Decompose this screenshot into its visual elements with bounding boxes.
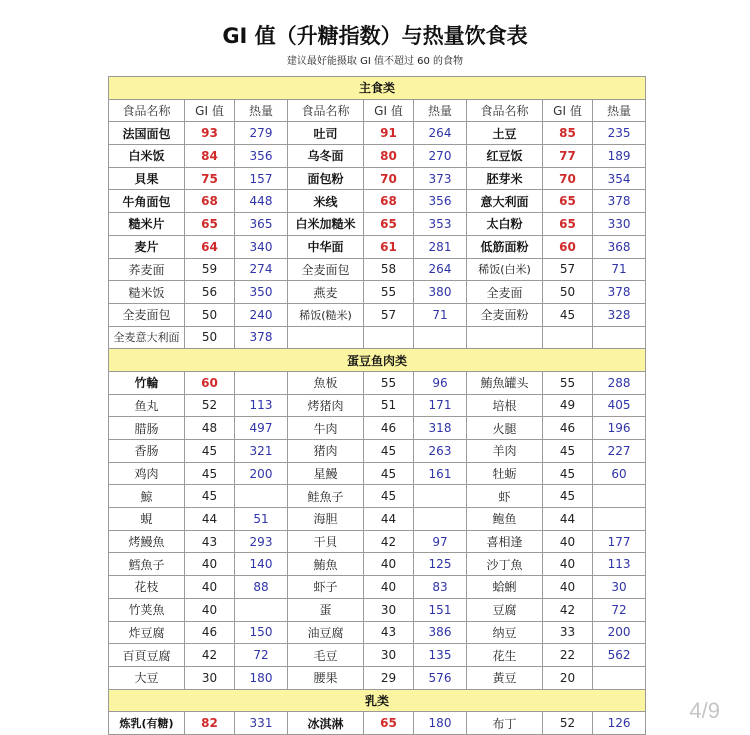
table-row bbox=[109, 712, 646, 735]
food-name: 猪肉 bbox=[288, 440, 364, 463]
calorie-value: 72 bbox=[593, 598, 646, 621]
table-row bbox=[109, 213, 646, 236]
calorie-value: 281 bbox=[414, 235, 467, 258]
gi-value: 56 bbox=[185, 281, 235, 304]
calorie-value: 321 bbox=[235, 440, 288, 463]
calorie-value: 196 bbox=[593, 417, 646, 440]
food-name: 腰果 bbox=[288, 666, 364, 689]
food-name: 培根 bbox=[467, 394, 543, 417]
gi-value: 68 bbox=[185, 190, 235, 213]
food-name: 米线 bbox=[288, 190, 364, 213]
column-header-calories: 热量 bbox=[593, 99, 646, 122]
gi-value: 68 bbox=[364, 190, 414, 213]
calorie-value: 51 bbox=[235, 508, 288, 531]
gi-value: 46 bbox=[364, 417, 414, 440]
gi-value bbox=[543, 326, 593, 349]
food-name: 牡蛎 bbox=[467, 462, 543, 485]
food-name: 沙丁魚 bbox=[467, 553, 543, 576]
calorie-value bbox=[593, 326, 646, 349]
gi-value: 45 bbox=[543, 485, 593, 508]
calorie-value: 60 bbox=[593, 462, 646, 485]
gi-value: 40 bbox=[543, 576, 593, 599]
gi-value: 65 bbox=[543, 213, 593, 236]
gi-value: 20 bbox=[543, 666, 593, 689]
calorie-value: 227 bbox=[593, 440, 646, 463]
calorie-value: 189 bbox=[593, 145, 646, 168]
gi-value: 40 bbox=[185, 553, 235, 576]
calorie-value: 378 bbox=[235, 326, 288, 349]
calorie-value: 161 bbox=[414, 462, 467, 485]
food-name: 全麦面粉 bbox=[467, 303, 543, 326]
food-name: 鱼丸 bbox=[109, 394, 185, 417]
calorie-value: 126 bbox=[593, 712, 646, 735]
gi-value: 52 bbox=[543, 712, 593, 735]
food-name: 白米饭 bbox=[109, 145, 185, 168]
food-name: 胚芽米 bbox=[467, 167, 543, 190]
calorie-value: 448 bbox=[235, 190, 288, 213]
gi-value: 45 bbox=[543, 462, 593, 485]
calorie-value: 113 bbox=[593, 553, 646, 576]
food-name: 花枝 bbox=[109, 576, 185, 599]
food-name: 布丁 bbox=[467, 712, 543, 735]
column-header-gi: GI 值 bbox=[364, 99, 414, 122]
calorie-value: 365 bbox=[235, 213, 288, 236]
calorie-value: 72 bbox=[235, 644, 288, 667]
calorie-value: 88 bbox=[235, 576, 288, 599]
table-row bbox=[109, 303, 646, 326]
gi-value: 40 bbox=[364, 553, 414, 576]
section-header-row bbox=[109, 77, 646, 100]
food-name: 鲍鱼 bbox=[467, 508, 543, 531]
food-name: 鸡肉 bbox=[109, 462, 185, 485]
gi-value: 45 bbox=[185, 462, 235, 485]
calorie-value bbox=[235, 485, 288, 508]
calorie-value: 200 bbox=[593, 621, 646, 644]
food-name: 鮪魚 bbox=[288, 553, 364, 576]
food-name: 豆腐 bbox=[467, 598, 543, 621]
gi-value: 29 bbox=[364, 666, 414, 689]
calorie-value bbox=[593, 666, 646, 689]
gi-value: 45 bbox=[185, 485, 235, 508]
gi-value: 49 bbox=[543, 394, 593, 417]
section-title: 乳类 bbox=[109, 689, 646, 712]
food-name: 稀饭(糙米) bbox=[288, 303, 364, 326]
calorie-value: 97 bbox=[414, 530, 467, 553]
food-name: 花生 bbox=[467, 644, 543, 667]
table-row bbox=[109, 122, 646, 145]
table-row bbox=[109, 644, 646, 667]
gi-value: 77 bbox=[543, 145, 593, 168]
gi-value: 46 bbox=[185, 621, 235, 644]
gi-value: 48 bbox=[185, 417, 235, 440]
gi-value: 52 bbox=[185, 394, 235, 417]
food-name: 烤猪肉 bbox=[288, 394, 364, 417]
table-row bbox=[109, 485, 646, 508]
food-name: 香肠 bbox=[109, 440, 185, 463]
calorie-value: 71 bbox=[593, 258, 646, 281]
calorie-value: 274 bbox=[235, 258, 288, 281]
gi-value: 30 bbox=[185, 666, 235, 689]
gi-value: 42 bbox=[543, 598, 593, 621]
food-name: 低筋面粉 bbox=[467, 235, 543, 258]
gi-value bbox=[364, 326, 414, 349]
calorie-value: 386 bbox=[414, 621, 467, 644]
calorie-value: 576 bbox=[414, 666, 467, 689]
gi-value: 70 bbox=[364, 167, 414, 190]
gi-value: 64 bbox=[185, 235, 235, 258]
food-name: 貝果 bbox=[109, 167, 185, 190]
column-header-name: 食品名称 bbox=[109, 99, 185, 122]
gi-value: 43 bbox=[185, 530, 235, 553]
gi-value: 59 bbox=[185, 258, 235, 281]
calorie-value: 331 bbox=[235, 712, 288, 735]
food-name: 烤鰻魚 bbox=[109, 530, 185, 553]
calorie-value: 270 bbox=[414, 145, 467, 168]
column-header-gi: GI 值 bbox=[543, 99, 593, 122]
calorie-value: 96 bbox=[414, 371, 467, 394]
calorie-value bbox=[593, 508, 646, 531]
calorie-value: 354 bbox=[593, 167, 646, 190]
food-name: 纳豆 bbox=[467, 621, 543, 644]
calorie-value: 350 bbox=[235, 281, 288, 304]
section-title: 主食类 bbox=[109, 77, 646, 100]
section-title: 蛋豆鱼肉类 bbox=[109, 349, 646, 372]
gi-value: 42 bbox=[364, 530, 414, 553]
food-name: 全麦面包 bbox=[288, 258, 364, 281]
food-name: 羊肉 bbox=[467, 440, 543, 463]
table-row bbox=[109, 621, 646, 644]
gi-value: 82 bbox=[185, 712, 235, 735]
food-name: 竹荚魚 bbox=[109, 598, 185, 621]
food-name: 黃豆 bbox=[467, 666, 543, 689]
calorie-value: 378 bbox=[593, 281, 646, 304]
table-row bbox=[109, 167, 646, 190]
calorie-value: 288 bbox=[593, 371, 646, 394]
food-name: 糙米饭 bbox=[109, 281, 185, 304]
gi-value: 45 bbox=[543, 303, 593, 326]
food-name bbox=[467, 326, 543, 349]
gi-value: 60 bbox=[543, 235, 593, 258]
food-name: 乌冬面 bbox=[288, 145, 364, 168]
calorie-value: 356 bbox=[235, 145, 288, 168]
page-title: GI 值（升糖指数）与热量饮食表 bbox=[222, 24, 528, 48]
gi-value: 22 bbox=[543, 644, 593, 667]
column-header-gi: GI 值 bbox=[185, 99, 235, 122]
calorie-value: 180 bbox=[235, 666, 288, 689]
gi-value: 58 bbox=[364, 258, 414, 281]
calorie-value: 151 bbox=[414, 598, 467, 621]
food-name: 全麦面 bbox=[467, 281, 543, 304]
gi-value: 40 bbox=[543, 530, 593, 553]
calorie-value: 330 bbox=[593, 213, 646, 236]
food-name: 炸豆腐 bbox=[109, 621, 185, 644]
gi-value: 85 bbox=[543, 122, 593, 145]
food-name: 蜆 bbox=[109, 508, 185, 531]
column-header-row bbox=[109, 99, 646, 122]
gi-value: 42 bbox=[185, 644, 235, 667]
gi-value: 51 bbox=[364, 394, 414, 417]
gi-value: 45 bbox=[364, 440, 414, 463]
food-name: 燕麦 bbox=[288, 281, 364, 304]
food-name: 中华面 bbox=[288, 235, 364, 258]
table-row bbox=[109, 417, 646, 440]
gi-value: 44 bbox=[185, 508, 235, 531]
calorie-value: 328 bbox=[593, 303, 646, 326]
gi-value: 55 bbox=[364, 371, 414, 394]
table-row bbox=[109, 462, 646, 485]
food-name: 白米加糙米 bbox=[288, 213, 364, 236]
calorie-value: 200 bbox=[235, 462, 288, 485]
gi-value: 40 bbox=[364, 576, 414, 599]
calorie-value: 356 bbox=[414, 190, 467, 213]
column-header-calories: 热量 bbox=[235, 99, 288, 122]
gi-value: 30 bbox=[364, 598, 414, 621]
calorie-value bbox=[235, 371, 288, 394]
food-name: 喜相逢 bbox=[467, 530, 543, 553]
calorie-value: 113 bbox=[235, 394, 288, 417]
food-name: 全麦意大利面 bbox=[109, 326, 185, 349]
gi-value: 65 bbox=[364, 213, 414, 236]
food-name: 鱈魚子 bbox=[109, 553, 185, 576]
calorie-value: 30 bbox=[593, 576, 646, 599]
food-name: 蛤蜊 bbox=[467, 576, 543, 599]
calorie-value: 83 bbox=[414, 576, 467, 599]
food-name: 蛋 bbox=[288, 598, 364, 621]
gi-value: 57 bbox=[543, 258, 593, 281]
food-name: 星鰻 bbox=[288, 462, 364, 485]
calorie-value: 171 bbox=[414, 394, 467, 417]
gi-value: 40 bbox=[185, 576, 235, 599]
calorie-value bbox=[414, 326, 467, 349]
food-name: 土豆 bbox=[467, 122, 543, 145]
gi-value: 40 bbox=[543, 553, 593, 576]
table-row bbox=[109, 326, 646, 349]
gi-value: 55 bbox=[364, 281, 414, 304]
gi-value: 33 bbox=[543, 621, 593, 644]
page-indicator: 4/9 bbox=[689, 698, 720, 723]
food-name: 红豆饭 bbox=[467, 145, 543, 168]
calorie-value: 264 bbox=[414, 258, 467, 281]
calorie-value: 353 bbox=[414, 213, 467, 236]
gi-value: 50 bbox=[185, 303, 235, 326]
calorie-value: 264 bbox=[414, 122, 467, 145]
calorie-value: 340 bbox=[235, 235, 288, 258]
food-name: 竹輪 bbox=[109, 371, 185, 394]
gi-value: 45 bbox=[364, 485, 414, 508]
calorie-value: 177 bbox=[593, 530, 646, 553]
calorie-value: 157 bbox=[235, 167, 288, 190]
table-row bbox=[109, 598, 646, 621]
gi-value: 44 bbox=[543, 508, 593, 531]
calorie-value: 240 bbox=[235, 303, 288, 326]
food-name: 油豆腐 bbox=[288, 621, 364, 644]
food-name: 虾 bbox=[467, 485, 543, 508]
calorie-value: 293 bbox=[235, 530, 288, 553]
food-name: 牛肉 bbox=[288, 417, 364, 440]
table-row bbox=[109, 553, 646, 576]
column-header-name: 食品名称 bbox=[467, 99, 543, 122]
table-row bbox=[109, 666, 646, 689]
gi-value: 50 bbox=[185, 326, 235, 349]
calorie-value: 235 bbox=[593, 122, 646, 145]
table-row bbox=[109, 235, 646, 258]
calorie-value: 373 bbox=[414, 167, 467, 190]
gi-value: 45 bbox=[185, 440, 235, 463]
food-name: 荞麦面 bbox=[109, 258, 185, 281]
gi-value: 61 bbox=[364, 235, 414, 258]
food-name: 鯨 bbox=[109, 485, 185, 508]
gi-value: 46 bbox=[543, 417, 593, 440]
calorie-value: 279 bbox=[235, 122, 288, 145]
gi-value: 65 bbox=[185, 213, 235, 236]
calorie-value bbox=[593, 485, 646, 508]
gi-value: 80 bbox=[364, 145, 414, 168]
gi-value: 91 bbox=[364, 122, 414, 145]
calorie-value: 150 bbox=[235, 621, 288, 644]
calorie-value bbox=[235, 598, 288, 621]
calorie-value: 140 bbox=[235, 553, 288, 576]
food-name: 牛角面包 bbox=[109, 190, 185, 213]
food-name: 虾子 bbox=[288, 576, 364, 599]
table-row bbox=[109, 508, 646, 531]
calorie-value: 368 bbox=[593, 235, 646, 258]
gi-value: 44 bbox=[364, 508, 414, 531]
food-name: 魚板 bbox=[288, 371, 364, 394]
food-name: 冰淇淋 bbox=[288, 712, 364, 735]
food-name: 麦片 bbox=[109, 235, 185, 258]
calorie-value: 562 bbox=[593, 644, 646, 667]
food-name: 毛豆 bbox=[288, 644, 364, 667]
gi-value: 84 bbox=[185, 145, 235, 168]
calorie-value: 180 bbox=[414, 712, 467, 735]
gi-table-container bbox=[108, 76, 646, 735]
page-subtitle: 建议最好能摄取 GI 值不超过 60 的食物 bbox=[286, 56, 464, 67]
column-header-name: 食品名称 bbox=[288, 99, 364, 122]
gi-value: 75 bbox=[185, 167, 235, 190]
calorie-value: 135 bbox=[414, 644, 467, 667]
gi-value: 65 bbox=[364, 712, 414, 735]
table-row bbox=[109, 371, 646, 394]
gi-value: 45 bbox=[364, 462, 414, 485]
gi-value: 70 bbox=[543, 167, 593, 190]
gi-value: 50 bbox=[543, 281, 593, 304]
food-name: 全麦面包 bbox=[109, 303, 185, 326]
calorie-value: 263 bbox=[414, 440, 467, 463]
food-name: 干貝 bbox=[288, 530, 364, 553]
gi-value: 40 bbox=[185, 598, 235, 621]
food-name: 鲑魚子 bbox=[288, 485, 364, 508]
food-name: 炼乳(有糖) bbox=[109, 712, 185, 735]
table-row bbox=[109, 190, 646, 213]
table-row bbox=[109, 281, 646, 304]
table-row bbox=[109, 576, 646, 599]
table-row bbox=[109, 145, 646, 168]
calorie-value bbox=[414, 508, 467, 531]
food-name: 糙米片 bbox=[109, 213, 185, 236]
food-name: 吐司 bbox=[288, 122, 364, 145]
gi-value: 65 bbox=[543, 190, 593, 213]
food-name: 太白粉 bbox=[467, 213, 543, 236]
food-name: 腊肠 bbox=[109, 417, 185, 440]
gi-value: 43 bbox=[364, 621, 414, 644]
gi-value: 45 bbox=[543, 440, 593, 463]
gi-value: 55 bbox=[543, 371, 593, 394]
calorie-value: 380 bbox=[414, 281, 467, 304]
food-name: 火腿 bbox=[467, 417, 543, 440]
food-name: 鮪魚罐头 bbox=[467, 371, 543, 394]
column-header-calories: 热量 bbox=[414, 99, 467, 122]
food-name: 意大利面 bbox=[467, 190, 543, 213]
gi-value: 60 bbox=[185, 371, 235, 394]
food-name: 稀饭(白米) bbox=[467, 258, 543, 281]
food-name: 大豆 bbox=[109, 666, 185, 689]
gi-table bbox=[108, 76, 646, 735]
calorie-value: 125 bbox=[414, 553, 467, 576]
food-name: 百頁豆腐 bbox=[109, 644, 185, 667]
food-name: 海胆 bbox=[288, 508, 364, 531]
food-name bbox=[288, 326, 364, 349]
gi-value: 30 bbox=[364, 644, 414, 667]
section-header-row bbox=[109, 689, 646, 712]
gi-value: 93 bbox=[185, 122, 235, 145]
table-row bbox=[109, 440, 646, 463]
calorie-value: 318 bbox=[414, 417, 467, 440]
food-name: 面包粉 bbox=[288, 167, 364, 190]
section-header-row bbox=[109, 349, 646, 372]
table-row bbox=[109, 258, 646, 281]
table-row bbox=[109, 394, 646, 417]
calorie-value: 378 bbox=[593, 190, 646, 213]
food-name: 法国面包 bbox=[109, 122, 185, 145]
calorie-value: 405 bbox=[593, 394, 646, 417]
table-row bbox=[109, 530, 646, 553]
calorie-value: 71 bbox=[414, 303, 467, 326]
calorie-value: 497 bbox=[235, 417, 288, 440]
calorie-value bbox=[414, 485, 467, 508]
gi-value: 57 bbox=[364, 303, 414, 326]
